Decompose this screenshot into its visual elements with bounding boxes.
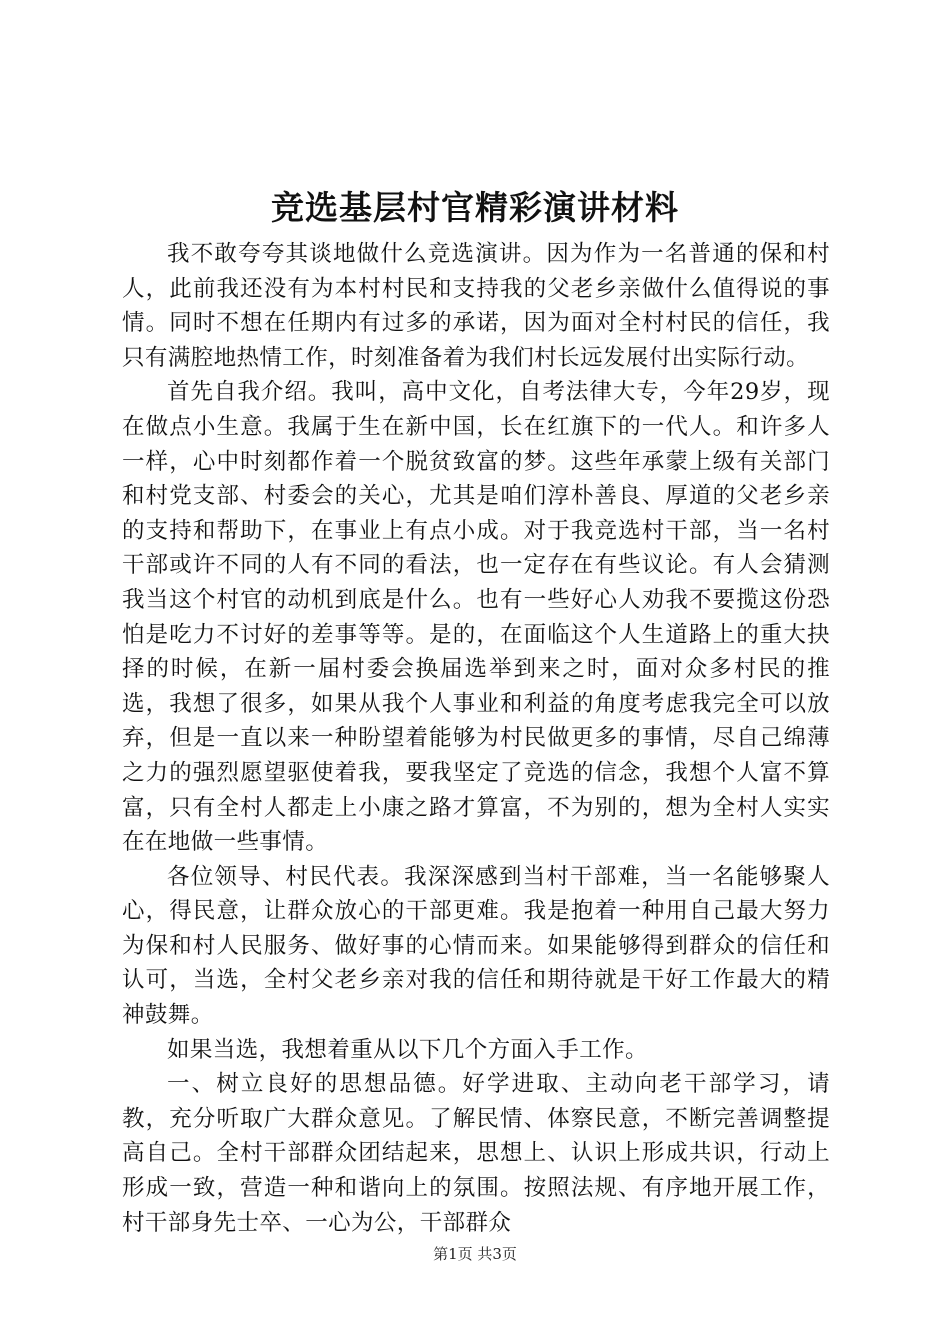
paragraph: 各位领导、村民代表。我深深感到当村干部难，当一名能够聚人心，得民意，让群众放心的干部更难。我是抱着一种用自己最大努力为保和村人民服务、做好事的心情而来。如果能够得到群众的信任和认可，当选，全村父老乡亲对我的信任和期待就是干好工作最大的精神鼓舞。: [122, 863, 830, 1029]
document-title: 竞选基层村官精彩演讲材料: [271, 188, 679, 227]
paragraph: 如果当选，我想着重从以下几个方面入手工作。: [167, 1036, 648, 1063]
document-body: [122, 237, 830, 1240]
page-number-footer: 第1页 共3页: [433, 1245, 517, 1263]
paragraph: 我不敢夸夸其谈地做什么竞选演讲。因为作为一名普通的保和村人，此前我还没有为本村村民和支持我的父老乡亲做什么值得说的事情。同时不想在任期内有过多的承诺，因为面对全村村民的信任，我只有满腔地热情工作，时刻准备着为我们村长远发展付出实际行动。: [122, 241, 830, 371]
paragraph: 一、树立良好的思想品德。好学进取、主动向老干部学习，请教，充分听取广大群众意见。了解民情、体察民意，不断完善调整提高自己。全村干部群众团结起来，思想上、认识上形成共识，行动上形成一致，营造一种和谐向上的氛围。按照法规、有序地开展工作，村干部身先士卒、一心为公，干部群众: [122, 1071, 830, 1236]
paragraph: 首先自我介绍。我叫，高中文化，自考法律大专，今年29岁，现在做点小生意。我属于生在新中国，长在红旗下的一代人。和许多人一样，心中时刻都作着一个脱贫致富的梦。这些年承蒙上级有关部门和村党支部、村委会的关心，尤其是咱们淳朴善良、厚道的父老乡亲的支持和帮助下，在事业上有点小成。对于我竞选村干部，当一名村干部或许不同的人有不同的看法，也一定存在有些议论。有人会猜测我当这个村官的动机到底是什么。也有一些好心人劝我不要揽这份恐怕是吃力不讨好的差事等等。是的，在面临这个人生道路上的重大抉择的时候，在新一届村委会换届选举到来之时，面对众多村民的推选，我想了很多，如果从我个人事业和利益的角度考虑我完全可以放弃，但是一直以来一种盼望着能够为村民做更多的事情，尽自己绵薄之力的强烈愿望驱使着我，要我坚定了竞选的信念，我想个人富不算富，只有全村人都走上小康之路才算富，不为别的，想为全村人实实在在地做一些事情。: [122, 379, 830, 856]
